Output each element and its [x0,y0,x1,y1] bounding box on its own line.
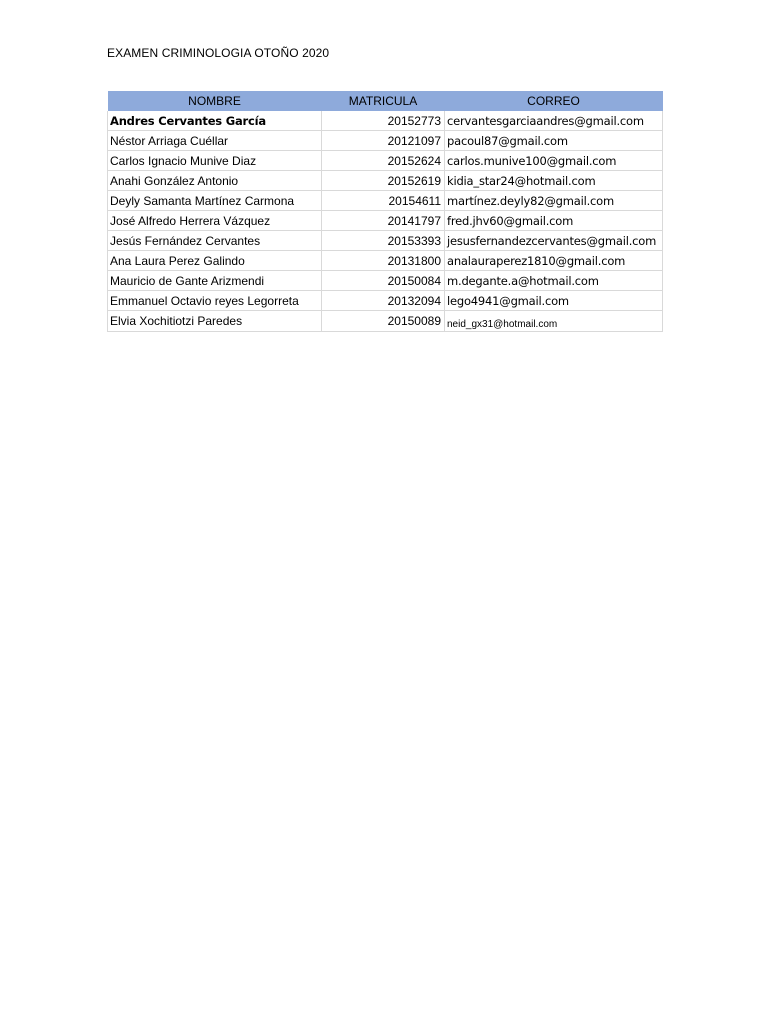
table-row [108,191,663,211]
table-row [108,111,663,131]
cell-correo: pacoul87@gmail.com [445,131,663,151]
column-header-nombre: NOMBRE [108,91,322,111]
cell-correo: kidia_star24@hotmail.com [445,171,663,191]
cell-matricula: 20150084 [322,271,445,291]
cell-matricula: 20152619 [322,171,445,191]
cell-nombre: José Alfredo Herrera Vázquez [108,211,322,231]
column-header-correo: CORREO [445,91,663,111]
cell-nombre: Elvia Xochitiotzi Paredes [108,311,322,332]
cell-nombre: Andres Cervantes García [108,111,322,131]
cell-correo: martínez.deyly82@gmail.com [445,191,663,211]
cell-correo: carlos.munive100@gmail.com [445,151,663,171]
cell-matricula: 20152773 [322,111,445,131]
table-row [108,231,663,251]
student-table [107,91,663,332]
cell-correo: analauraperez1810@gmail.com [445,251,663,271]
column-header-matricula: MATRICULA [322,91,445,111]
cell-matricula: 20152624 [322,151,445,171]
cell-nombre: Anahi González Antonio [108,171,322,191]
cell-matricula: 20153393 [322,231,445,251]
cell-nombre: Ana Laura Perez Galindo [108,251,322,271]
table-row [108,291,663,311]
cell-matricula: 20150089 [322,311,445,332]
table-body [108,111,663,332]
cell-nombre: Néstor Arriaga Cuéllar [108,131,322,151]
cell-correo: lego4941@gmail.com [445,291,663,311]
cell-correo: fred.jhv60@gmail.com [445,211,663,231]
table-row [108,151,663,171]
table-row [108,131,663,151]
table-row [108,251,663,271]
table-row [108,211,663,231]
cell-correo: m.degante.a@hotmail.com [445,271,663,291]
cell-correo: jesusfernandezcervantes@gmail.com [445,231,663,251]
cell-nombre: Jesús Fernández Cervantes [108,231,322,251]
table-header [108,91,663,111]
cell-nombre: Carlos Ignacio Munive Diaz [108,151,322,171]
page-title: EXAMEN CRIMINOLOGIA OTOÑO 2020 [107,46,330,60]
cell-matricula: 20131800 [322,251,445,271]
cell-nombre: Deyly Samanta Martínez Carmona [108,191,322,211]
cell-matricula: 20154611 [322,191,445,211]
header-row [108,91,663,111]
table-row [108,271,663,291]
cell-correo: neid_gx31@hotmail.com [445,311,663,332]
cell-matricula: 20141797 [322,211,445,231]
table-row [108,171,663,191]
cell-correo: cervantesgarciaandres@gmail.com [445,111,663,131]
cell-matricula: 20132094 [322,291,445,311]
table-row [108,311,663,332]
cell-nombre: Emmanuel Octavio reyes Legorreta [108,291,322,311]
cell-matricula: 20121097 [322,131,445,151]
cell-nombre: Mauricio de Gante Arizmendi [108,271,322,291]
